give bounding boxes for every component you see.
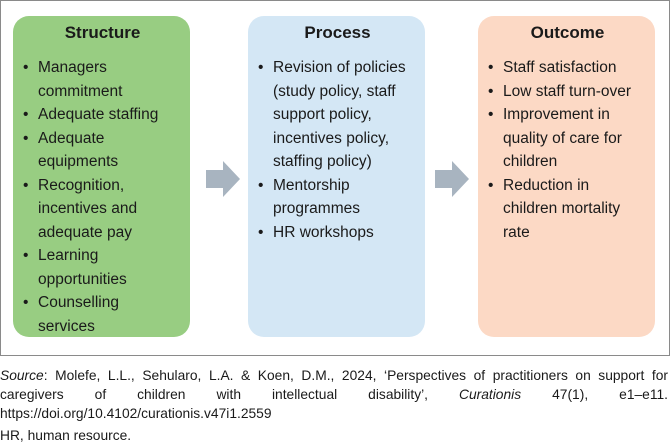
list-item-line: children [503,153,558,170]
list-item [258,174,417,221]
list-item-line: Adequate [38,129,105,147]
source-label: Source [0,368,44,383]
list-item-line: opportunities [38,270,127,288]
list-item-line: support policy, [273,106,372,123]
list-item [488,80,647,104]
list-item [23,291,182,338]
arrow-shape [435,161,469,197]
arrow-shape [206,161,240,197]
list-item-line: equipments [38,153,119,170]
list-item [488,103,647,174]
list-item-line: Recognition, [38,176,125,194]
outcome-list [488,56,647,244]
list-item-line: Reduction in [503,176,590,194]
list-item [23,244,182,291]
source-citation [0,366,668,423]
list-item-line: Adequate staffing [38,106,159,123]
list-item-line: Managers [38,59,107,76]
list-item-line: Staff satisfaction [503,59,617,76]
process-list [258,56,417,244]
list-item-line: quality of care for [503,129,622,147]
journal-name: Curationis [458,387,522,402]
list-item-line: incentives policy, [273,129,390,147]
list-item-line: Revision of policies [273,59,406,76]
process-box [248,16,425,337]
list-item [23,127,182,174]
list-item-line: children mortality [503,200,621,217]
list-item-line: rate [503,223,530,241]
list-item-line: Improvement in [503,106,610,123]
list-item-line: Learning [38,247,99,264]
list-item-line: Mentorship [273,176,350,194]
source-text-part1: : Molefe, L.L., Sehularo, L.A. & Koen, D.M., 2024, ‘Perspectives of practitioners on support for caregivers of children with intellectual disability’, [0,368,668,402]
list-item-line: adequate pay [38,223,132,241]
list-item-line: incentives and [38,200,138,217]
list-item-line: Counselling [38,294,119,311]
outcome-box [478,16,655,337]
list-item-line: Low staff turn-over [503,82,632,100]
outcome-title: Outcome [530,23,605,42]
list-item [23,103,182,127]
list-item [488,174,647,245]
process-title: Process [304,23,371,42]
right-arrow-icon [435,161,469,197]
structure-title: Structure [64,23,141,42]
abbreviation-note: HR, human resource. [0,428,132,443]
source-text-part2: 47(1), e1–e11. https://doi.org/10.4102/curationis.v47i1.2559 [0,387,668,421]
list-item-line: services [38,317,95,335]
list-item [258,56,417,174]
structure-list [23,56,182,338]
list-item-line: HR workshops [273,223,374,241]
list-item-line: commitment [38,82,123,100]
structure-box [13,16,190,337]
list-item [23,56,182,103]
right-arrow-icon [206,161,240,197]
list-item [23,174,182,245]
list-item [258,221,417,245]
list-item-line: staffing policy) [273,153,372,170]
list-item-line: (study policy, staff [273,82,396,100]
list-item-line: programmes [273,200,360,217]
list-item [488,56,647,80]
